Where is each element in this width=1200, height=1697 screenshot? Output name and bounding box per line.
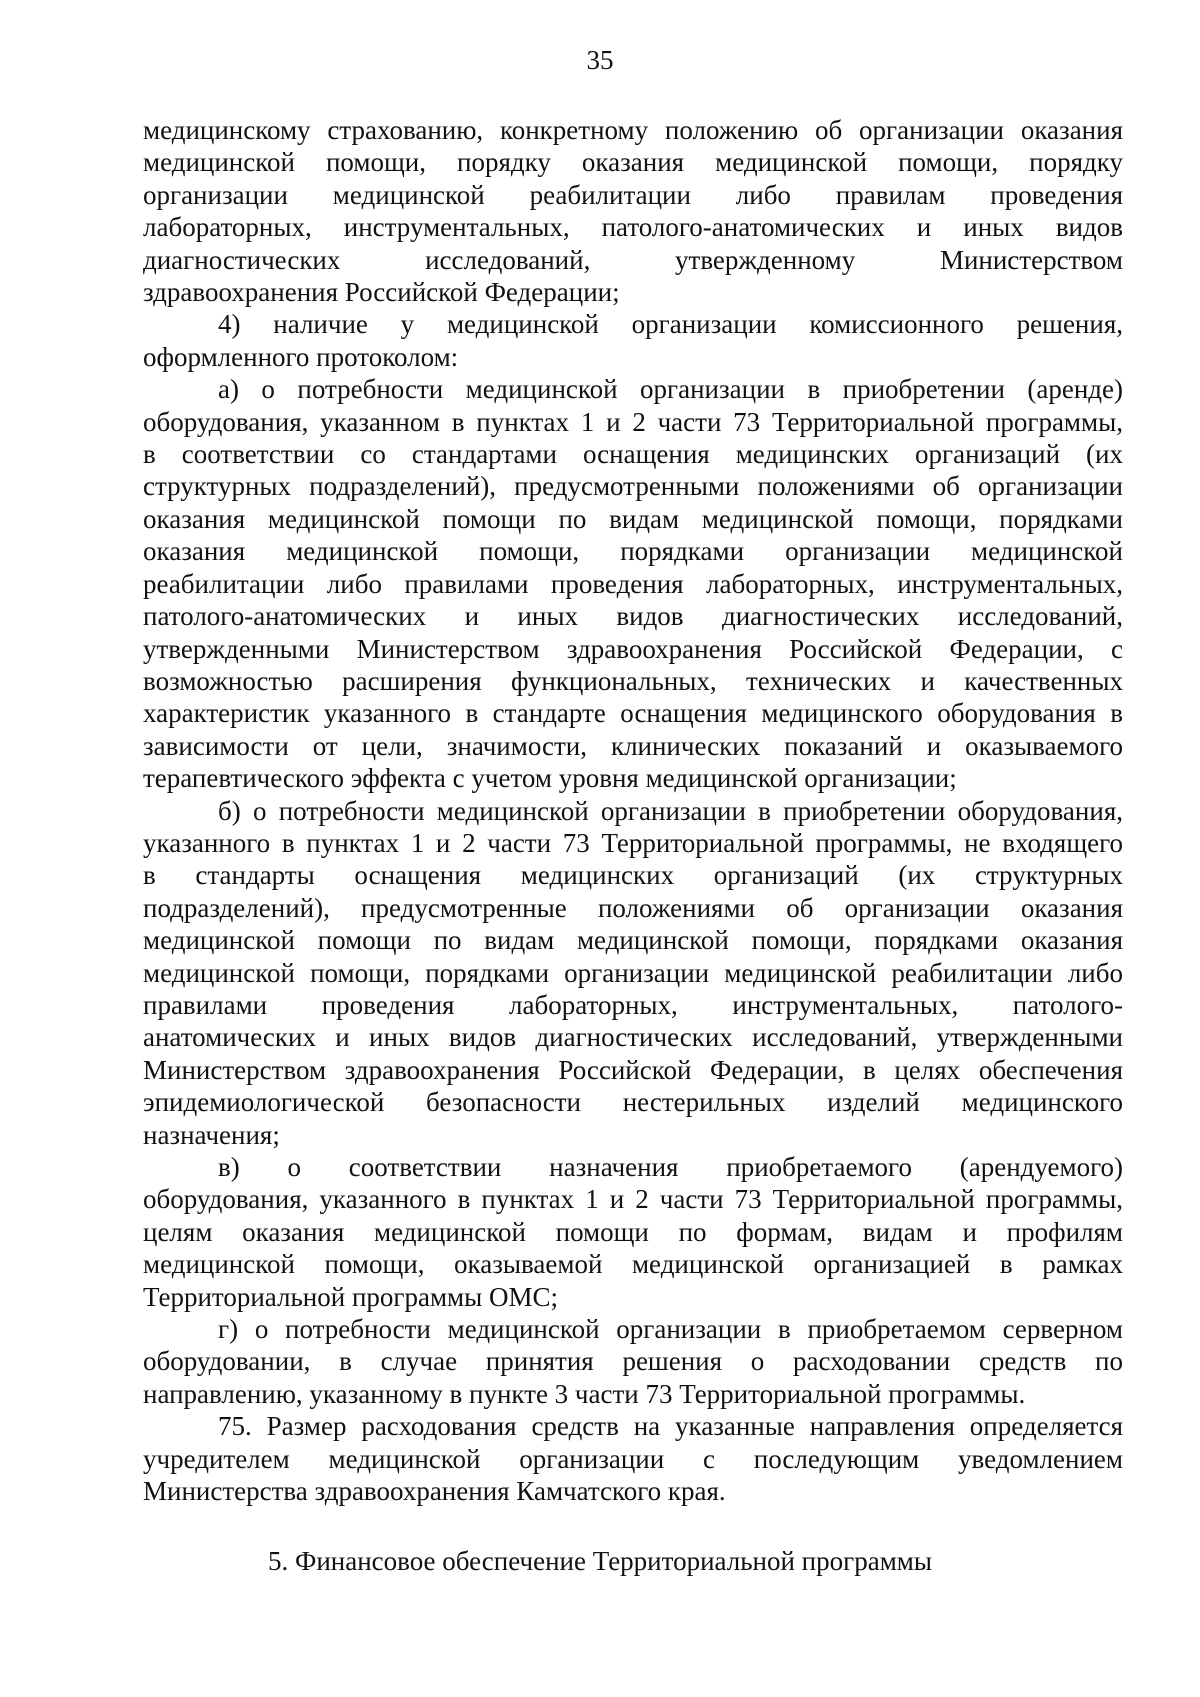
text-line: оборудования, указанного в пунктах 1 и 2 части 73 Территориальной программы, [143,1184,1123,1215]
text-line: указанного в пунктах 1 и 2 части 73 Территориальной программы, не входящего [143,827,1123,858]
text-line: реабилитации либо правилами проведения лабораторных, инструментальных, [143,568,1123,599]
text-line: медицинской помощи, порядками организации медицинской реабилитации либо [143,957,1123,988]
text-line: оказания медицинской помощи, порядками организации медицинской [143,536,1123,567]
text-line: здравоохранения Российской Федерации; [143,277,620,308]
text-line: медицинской помощи, порядку оказания медицинской помощи, порядку [143,147,1123,178]
text-line: оборудования, указанном в пунктах 1 и 2 части 73 Территориальной программы, [143,406,1123,437]
text-line: г) о потребности медицинской организации в приобретаемом серверном [218,1314,1123,1345]
text-line: медицинской помощи по видам медицинской помощи, порядками оказания [143,925,1123,956]
text-line: в) о соответствии назначения приобретаемого (арендуемого) [218,1152,1123,1182]
text-line: структурных подразделений), предусмотренными положениями об организации [143,471,1123,502]
text-line: Территориальной программы ОМС; [143,1281,559,1312]
text-line: терапевтического эффекта с учетом уровня медицинской организации; [143,763,957,794]
text-line: лабораторных, инструментальных, патолого-анатомических и иных видов [143,212,1123,243]
text-line: Министерства здравоохранения Камчатского края. [143,1476,726,1507]
text-line: целям оказания медицинской помощи по формам, видам и профилям [143,1216,1123,1247]
text-line: оказания медицинской помощи по видам медицинской помощи, порядками [143,503,1123,534]
text-line: возможностью расширения функциональных, технических и качественных [143,665,1123,696]
text-line: учредителем медицинской организации с последующим уведомлением [143,1443,1123,1474]
text-line: эпидемиологической безопасности нестерильных изделий медицинского [143,1087,1123,1118]
text-line: правилами проведения лабораторных, инструментальных, патолого- [143,989,1123,1020]
text-line: Министерством здравоохранения Российской Федерации, в целях обеспечения [143,1054,1123,1085]
text-line: утвержденными Министерством здравоохранения Российской Федерации, с [143,633,1123,664]
text-line: медицинскому страхованию, конкретному положению об организации оказания [143,115,1123,145]
text-line: подразделений), предусмотренные положениями об организации оказания [143,892,1123,923]
text-line: зависимости от цели, значимости, клинических показаний и оказываемого [143,730,1123,761]
text-line: 75. Размер расходования средств на указанные направления определяется [218,1411,1123,1442]
text-line: направлению, указанному в пункте 3 части 73 Территориальной программы. [143,1378,1026,1409]
text-line: назначения; [143,1119,280,1150]
text-line: оформленного протоколом: [143,341,459,372]
body-text [143,114,1123,1507]
page-number: 35 [586,45,614,75]
text-line: патолого-анатомических и иных видов диагностических исследований, [143,601,1123,632]
text-line: в соответствии со стандартами оснащения медицинских организаций (их [143,439,1123,470]
text-line: а) о потребности медицинской организации в приобретении (аренде) [218,374,1123,405]
text-line: организации медицинской реабилитации либо правилам проведения [143,179,1123,210]
text-line: диагностических исследований, утвержденному Министерством [143,244,1123,275]
text-line: в стандарты оснащения медицинских организаций (их структурных [143,860,1123,891]
text-line: характеристик указанного в стандарте оснащения медицинского оборудования в [143,698,1123,729]
section-heading: 5. Финансовое обеспечение Территориальной программы [267,1546,933,1576]
text-line: б) о потребности медицинской организации в приобретении оборудования, [218,795,1123,826]
text-line: медицинской помощи, оказываемой медицинской организацией в рамках [143,1249,1123,1280]
text-line: 4) наличие у медицинской организации комиссионного решения, [218,309,1123,340]
text-line: оборудовании, в случае принятия решения о расходовании средств по [143,1346,1123,1377]
text-line: анатомических и иных видов диагностических исследований, утвержденными [143,1022,1123,1053]
